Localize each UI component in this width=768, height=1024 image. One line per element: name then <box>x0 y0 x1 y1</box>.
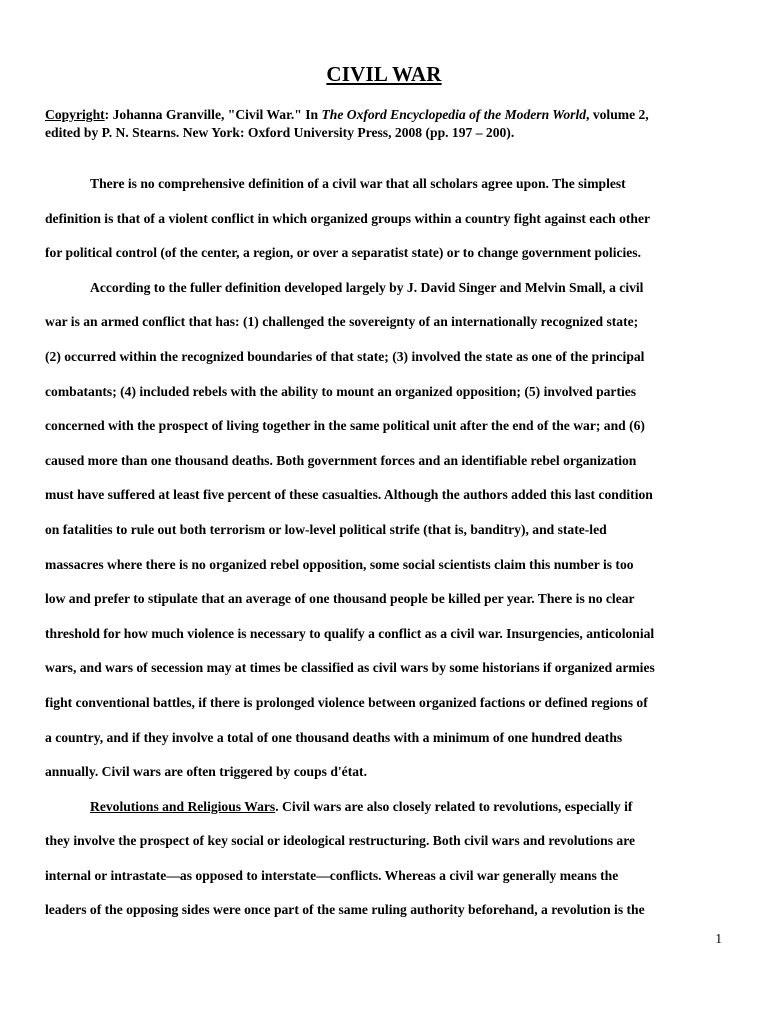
body-line: annually. Civil wars are often triggered by coups d'état. <box>45 764 367 780</box>
citation <box>45 106 735 142</box>
body-line: war is an armed conflict that has: (1) challenged the sovereignty of an internationally recognized state; <box>45 314 639 330</box>
citation-text-2: , volume 2, <box>586 107 649 122</box>
body-line: concerned with the prospect of living together in the same political unit after the end of the war; and (6) <box>45 418 645 434</box>
body-line: leaders of the opposing sides were once part of the same ruling authority beforehand, a revolution is the <box>45 902 645 918</box>
body-line: (2) occurred within the recognized boundaries of that state; (3) involved the state as one of the principal <box>45 348 645 364</box>
body-line: they involve the prospect of key social or ideological restructuring. Both civil wars and revolutions are <box>45 833 636 849</box>
body-line: combatants; (4) included rebels with the ability to mount an organized opposition; (5) involved parties <box>45 383 637 399</box>
page-number: 1 <box>715 931 722 946</box>
citation-line-2: edited by P. N. Stearns. New York: Oxford University Press, 2008 (pp. 197 – 200). <box>45 125 515 140</box>
body-line: definition is that of a violent conflict in which organized groups within a country fight against each other <box>45 210 651 226</box>
body-line: massacres where there is no organized rebel opposition, some social scientists claim this number is too <box>45 556 634 572</box>
body-line: According to the fuller definition developed largely by J. David Singer and Melvin Small, a civil <box>90 279 644 295</box>
body-line: internal or intrastate—as opposed to interstate—conflicts. Whereas a civil war generally means the <box>45 867 619 883</box>
section-text: . Civil wars are also closely related to revolutions, especially if <box>275 798 633 814</box>
body-line: must have suffered at least five percent of these casualties. Although the authors added this last condition <box>45 487 653 503</box>
body-line: a country, and if they involve a total of one thousand deaths with a minimum of one hundred deaths <box>45 729 623 745</box>
body-line: for political control (of the center, a region, or over a separatist state) or to change government policies. <box>45 245 641 261</box>
body-line: threshold for how much violence is necessary to qualify a conflict as a civil war. Insurgencies, anticolonial <box>45 625 655 641</box>
body-line: There is no comprehensive definition of a civil war that all scholars agree upon. The simplest <box>90 176 626 191</box>
document-body <box>45 174 735 935</box>
body-line: fight conventional battles, if there is prolonged violence between organized factions or defined regions of <box>45 694 648 710</box>
citation-line-1 <box>45 106 735 124</box>
citation-text-1: : Johanna Granville, "Civil War." In <box>104 107 322 122</box>
body-line: caused more than one thousand deaths. Both government forces and an identifiable rebel organization <box>45 452 637 468</box>
book-title: The Oxford Encyclopedia of the Modern World <box>321 107 587 122</box>
section-line <box>45 797 735 832</box>
body-line: wars, and wars of secession may at times be classified as civil wars by some historians if organized armies <box>45 660 655 676</box>
body-line: on fatalities to rule out both terrorism or low-level political strife (that is, banditry), and state-led <box>45 521 607 537</box>
copyright-label: Copyright <box>45 107 105 122</box>
document-title: CIVIL WAR <box>326 62 442 86</box>
body-line: low and prefer to stipulate that an average of one thousand people be killed per year. There is no clear <box>45 591 635 607</box>
section-heading: Revolutions and Religious Wars <box>90 798 276 814</box>
